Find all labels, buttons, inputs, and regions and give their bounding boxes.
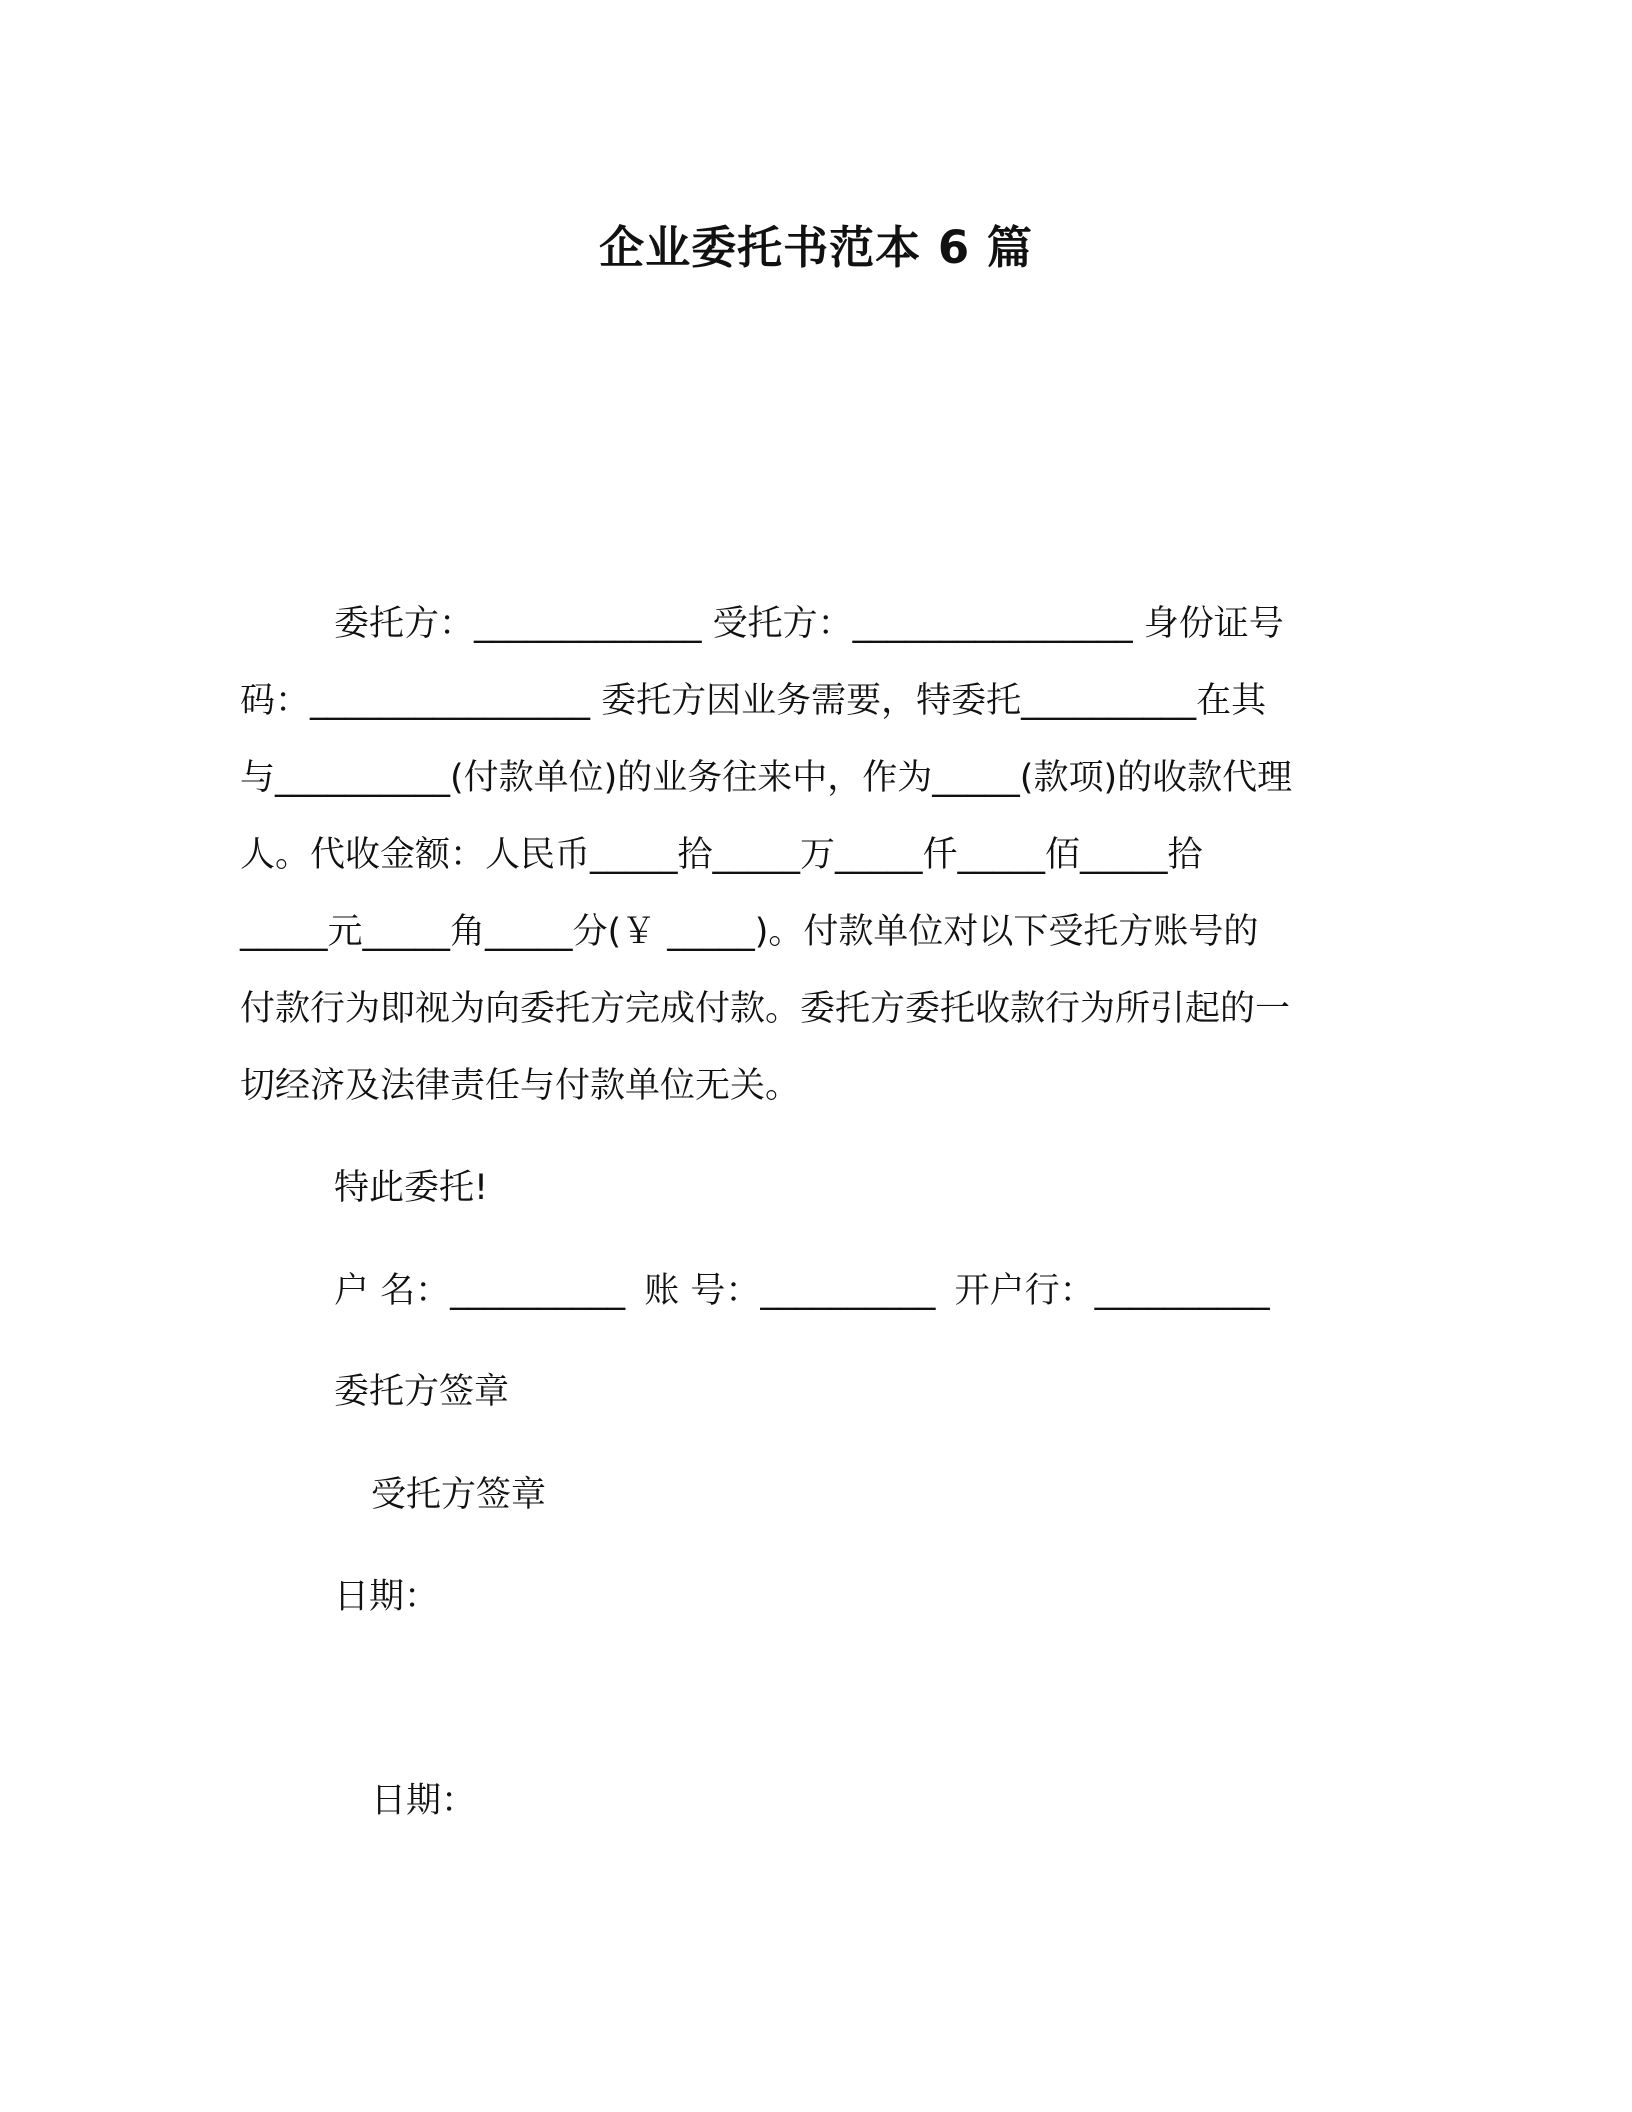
paragraph-line: 付款行为即视为向委托方完成付款。委托方委托收款行为所引起的一	[240, 989, 1291, 1029]
paragraph-line: 人。代收金额：人民币_____拾_____万_____仟_____佰_____拾	[240, 835, 1203, 875]
agent-seal-label: 受托方签章	[371, 1475, 547, 1515]
body-paragraph	[240, 586, 1395, 1125]
account-number-blank: __________	[760, 1271, 936, 1311]
paragraph-line: 切经济及法律责任与付款单位无关。	[240, 1066, 801, 1106]
account-name-label: 户 名：	[334, 1271, 451, 1311]
date-label-principal: 日期：	[334, 1577, 440, 1617]
account-name-blank: __________	[450, 1271, 626, 1311]
account-row	[334, 1266, 1270, 1316]
principal-seal-label: 委托方签章	[334, 1372, 510, 1412]
date-label-agent: 日期：	[371, 1781, 477, 1821]
closing-text: 特此委托!	[334, 1168, 489, 1208]
document-title: 企业委托书范本 6 篇	[599, 221, 1033, 274]
paragraph-line: _____元_____角_____分(￥ _____)。付款单位对以下受托方账号的	[240, 912, 1259, 952]
paragraph-line: 与__________(付款单位)的业务往来中，作为_____(款项)的收款代理	[240, 758, 1293, 798]
bank-blank: __________	[1094, 1271, 1270, 1311]
paragraph-line: 码：________________ 委托方因业务需要，特委托__________在其	[240, 681, 1267, 721]
bank-label: 开户行：	[954, 1271, 1095, 1311]
account-number-label: 账 号：	[644, 1271, 761, 1311]
paragraph-line: 委托方：_____________ 受托方：________________ 身份证号	[334, 604, 1284, 644]
